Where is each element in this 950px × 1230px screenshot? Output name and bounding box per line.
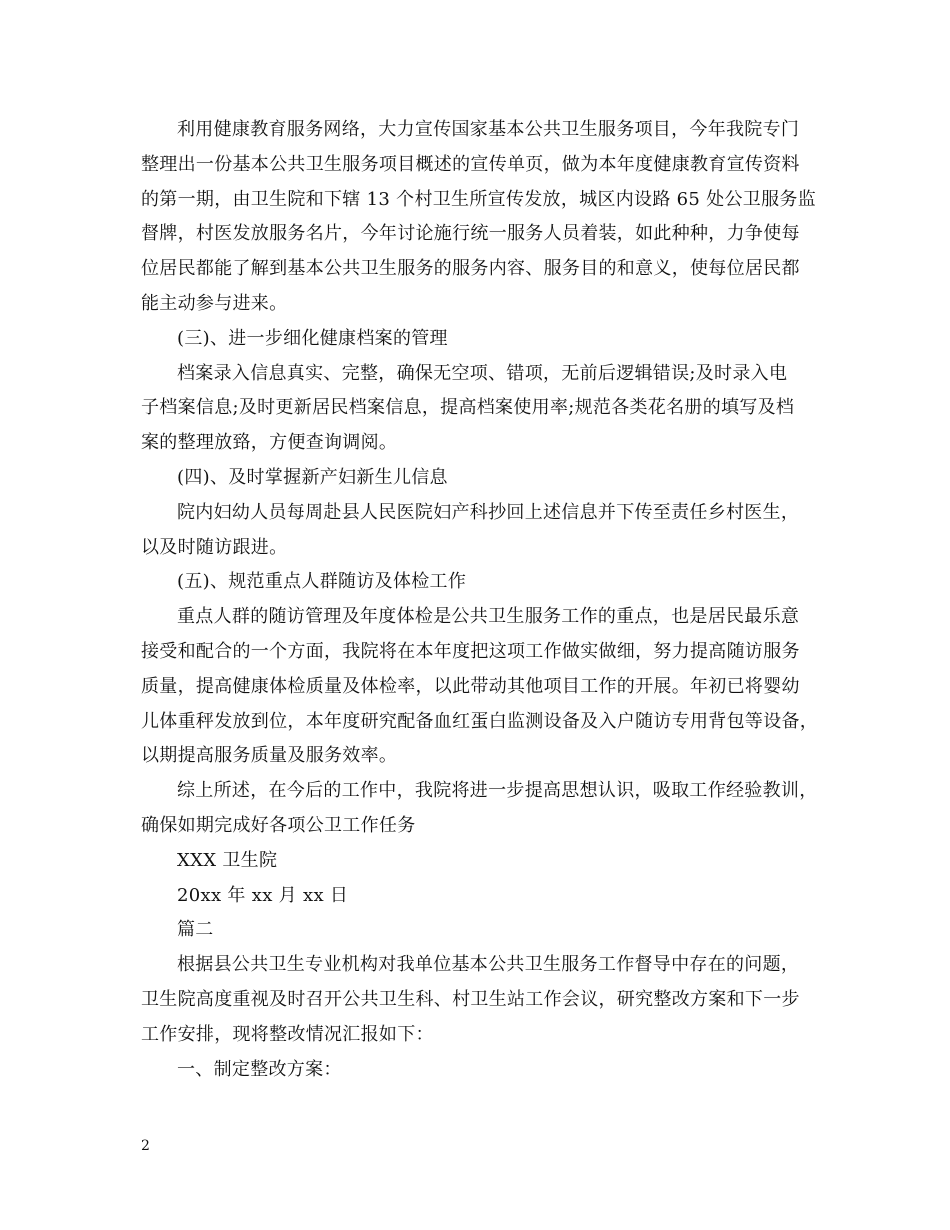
paragraph-line: 院内妇幼人员每周赴县人民医院妇产科抄回上述信息并下传至责任乡村医生， — [177, 501, 800, 523]
paragraph-line: 根据县公共卫生专业机构对我单位基本公共卫生服务工作督导中存在的问题， — [177, 954, 800, 976]
paragraph-line: 档案录入信息真实、完整，确保无空项、错项，无前后逻辑错误;及时录入电 — [177, 362, 788, 384]
paragraph-line: 确保如期完成好各项公卫工作任务 — [141, 814, 416, 836]
paragraph-line: 重点人群的随访管理及年度体检是公共卫生服务工作的重点，也是居民最乐意 — [177, 606, 800, 628]
paragraph-line: 整理出一份基本公共卫生服务项目概述的宣传单页，做为本年度健康教育宣传资料 — [141, 153, 800, 175]
paragraph-line: 督牌，村医发放服务名片，今年讨论施行统一服务人员着装，如此种种，力争使每 — [141, 223, 800, 245]
signature-org: XXX 卫生院 — [177, 849, 278, 871]
paragraph-line: 以期提高服务质量及服务效率。 — [141, 745, 398, 767]
paragraph-line: 卫生院高度重视及时召开公共卫生科、村卫生站工作会议，研究整改方案和下一步 — [141, 988, 800, 1010]
paragraph-line: 工作安排，现将整改情况汇报如下： — [141, 1023, 434, 1045]
paragraph-line: 能主动参与进来。 — [141, 292, 288, 314]
paragraph-line: 接受和配合的一个方面，我院将在本年度把这项工作做实做细，努力提高随访服务 — [141, 640, 800, 662]
document-body — [141, 113, 821, 1087]
part-heading: 篇二 — [177, 919, 214, 941]
signature-date: 20xx 年 xx 月 xx 日 — [177, 884, 349, 906]
paragraph-line: 综上所述，在今后的工作中，我院将进一步提高思想认识，吸取工作经验教训， — [177, 780, 818, 802]
paragraph-line: 子档案信息;及时更新居民档案信息，提高档案使用率;规范各类花名册的填写及档 — [141, 397, 795, 419]
paragraph-line: 案的整理放臵，方便查询调阅。 — [141, 432, 398, 454]
section-heading: (五)、规范重点人群随访及体检工作 — [177, 571, 467, 593]
section-heading: 一、制定整改方案： — [177, 1058, 342, 1080]
paragraph-line: 的第一期，由卫生院和下辖 13 个村卫生所宣传发放，城区内设路 65 处公卫服务监 — [141, 188, 816, 210]
paragraph-line: 位居民都能了解到基本公共卫生服务的服务内容、服务目的和意义，使每位居民都 — [141, 258, 800, 280]
paragraph-line: 质量，提高健康体检质量及体检率，以此带动其他项目工作的开展。年初已将婴幼 — [141, 675, 800, 697]
section-heading: (三)、进一步细化健康档案的管理 — [177, 327, 448, 349]
page-number: 2 — [141, 1138, 150, 1154]
section-heading: (四)、及时掌握新产妇新生儿信息 — [177, 466, 448, 488]
paragraph-line: 利用健康教育服务网络，大力宣传国家基本公共卫生服务项目，今年我院专门 — [177, 119, 800, 140]
paragraph-line: 儿体重秤发放到位，本年度研究配备血红蛋白监测设备及入户随访专用背包等设备， — [141, 710, 819, 732]
paragraph-line: 以及时随访跟进。 — [141, 536, 288, 558]
